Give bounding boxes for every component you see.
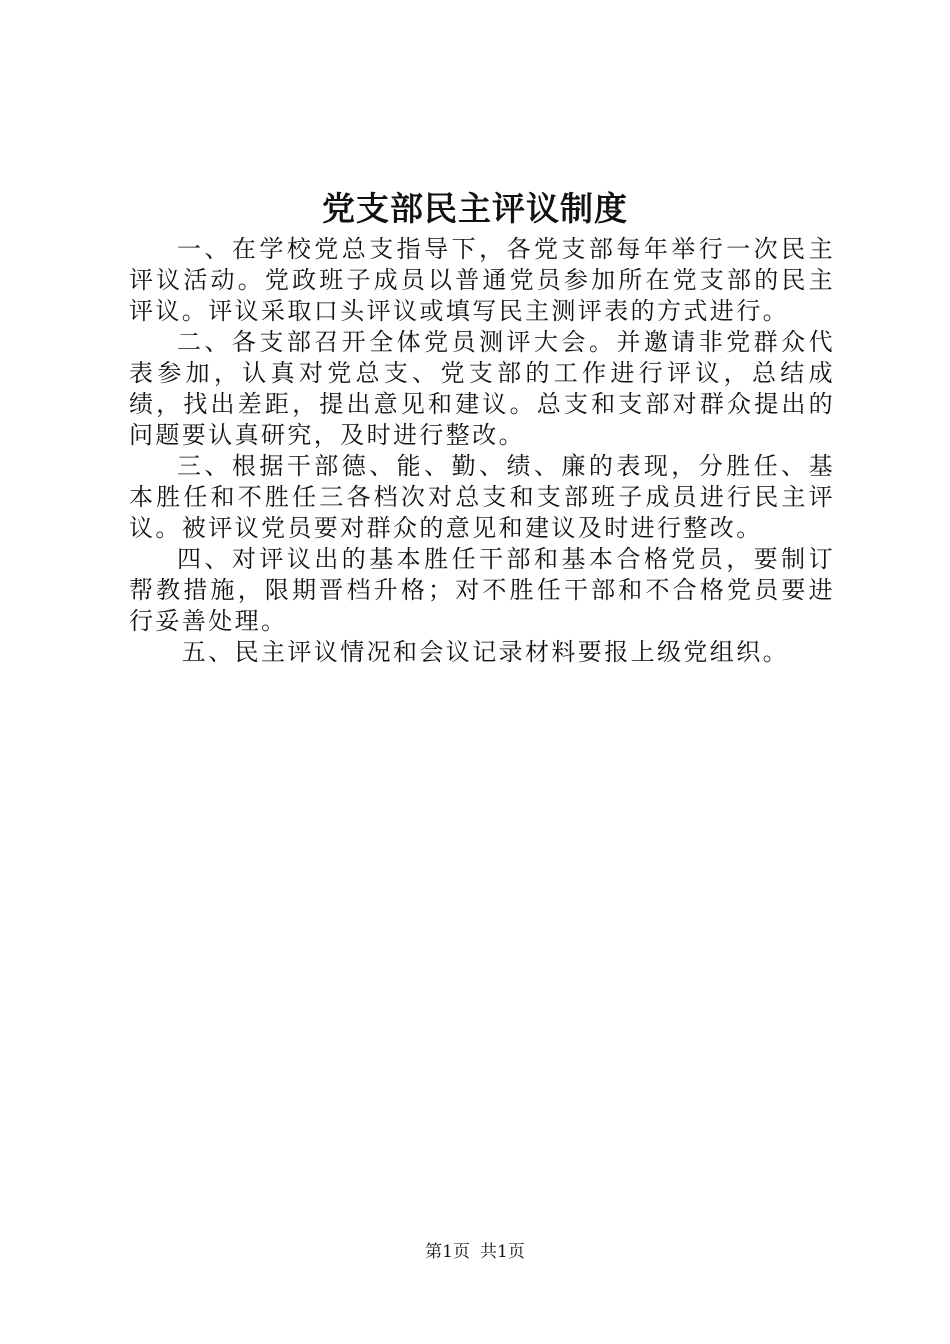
paragraph-3: 三、根据干部德、能、勤、绩、廉的表现，分胜任、基本胜任和不胜任三各档次对总支和支部班子成员进行民主评议。被评议党员要对群众的意见和建议及时进行整改。	[129, 452, 835, 542]
page-footer	[0, 1240, 950, 1264]
page-number: 第1页	[425, 1242, 470, 1262]
paragraph-4: 四、对评议出的基本胜任干部和基本合格党员，要制订帮教措施，限期晋档升格；对不胜任干部和不合格党员要进行妥善处理。	[129, 545, 835, 635]
document-body	[129, 234, 835, 668]
paragraph-1: 一、在学校党总支指导下，各党支部每年举行一次民主评议活动。党政班子成员以普通党员参加所在党支部的民主评议。评议采取口头评议或填写民主测评表的方式进行。	[129, 235, 835, 325]
paragraph-2: 二、各支部召开全体党员测评大会。并邀请非党群众代表参加，认真对党总支、党支部的工作进行评议，总结成绩，找出差距，提出意见和建议。总支和支部对群众提出的问题要认真研究，及时进行整改。	[129, 328, 835, 449]
paragraph-5: 五、民主评议情况和会议记录材料要报上级党组织。	[181, 638, 789, 666]
page-total: 共1页	[480, 1242, 525, 1262]
document-title: 党支部民主评议制度	[322, 189, 628, 228]
